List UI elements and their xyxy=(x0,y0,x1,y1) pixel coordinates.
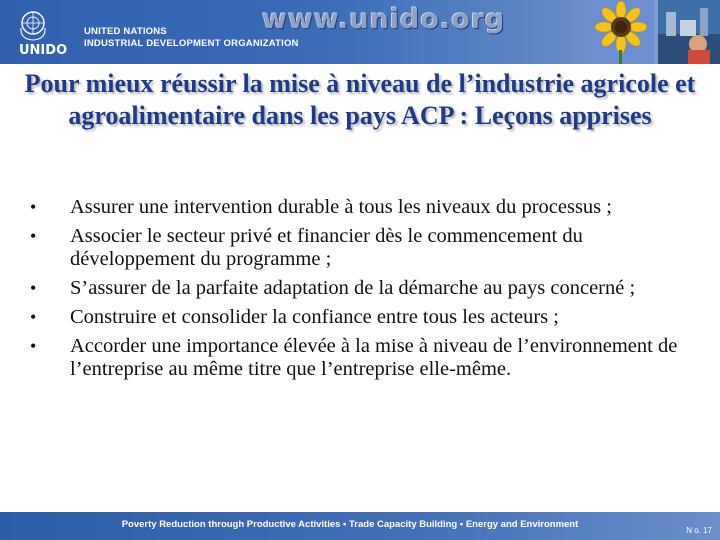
bullet-item xyxy=(28,277,688,300)
bullet-item xyxy=(28,335,688,381)
bullet-item xyxy=(28,306,688,329)
bullet-item xyxy=(28,225,688,271)
footer-bar xyxy=(0,512,720,540)
bullet-text: Accorder une importance élevée à la mise à niveau de l’environnement de l’entreprise au même titre que l’entreprise elle-même. xyxy=(70,335,678,380)
bullet-item xyxy=(28,196,688,219)
header-banner xyxy=(0,0,720,64)
sunflower-icon xyxy=(588,0,654,64)
logo-wordmark: UNIDO xyxy=(19,43,68,56)
org-name-line1: UNITED NATIONS xyxy=(84,26,167,37)
slide-title: Pour mieux réussir la mise à niveau de l’industrie agricole et agroalimentaire dans les pays ACP : Leçons apprises xyxy=(24,69,696,130)
factory-photo xyxy=(658,0,720,64)
bullet-dot: • xyxy=(30,278,37,298)
un-emblem-icon xyxy=(18,6,76,56)
website-url[interactable]: www.unido.org xyxy=(262,4,506,35)
bullet-dot: • xyxy=(30,226,37,246)
slide-number: N o. 17 xyxy=(686,526,712,535)
org-name-line2: INDUSTRIAL DEVELOPMENT ORGANIZATION xyxy=(84,38,299,49)
bullet-text: Associer le secteur privé et financier dès le commencement du développement du programme ; xyxy=(70,225,583,270)
bullet-text: Assurer une intervention durable à tous les niveaux du processus ; xyxy=(70,196,612,218)
bullet-dot: • xyxy=(30,336,37,356)
bullet-dot: • xyxy=(30,307,37,327)
bullet-text: Construire et consolider la confiance entre tous les acteurs ; xyxy=(70,306,559,328)
bullet-text: S’assurer de la parfaite adaptation de la démarche au pays concerné ; xyxy=(70,277,636,299)
bullet-dot: • xyxy=(30,197,37,217)
footer-tagline: Poverty Reduction through Productive Activities • Trade Capacity Building • Energy and Environment xyxy=(121,519,579,530)
bullet-list xyxy=(28,196,688,387)
